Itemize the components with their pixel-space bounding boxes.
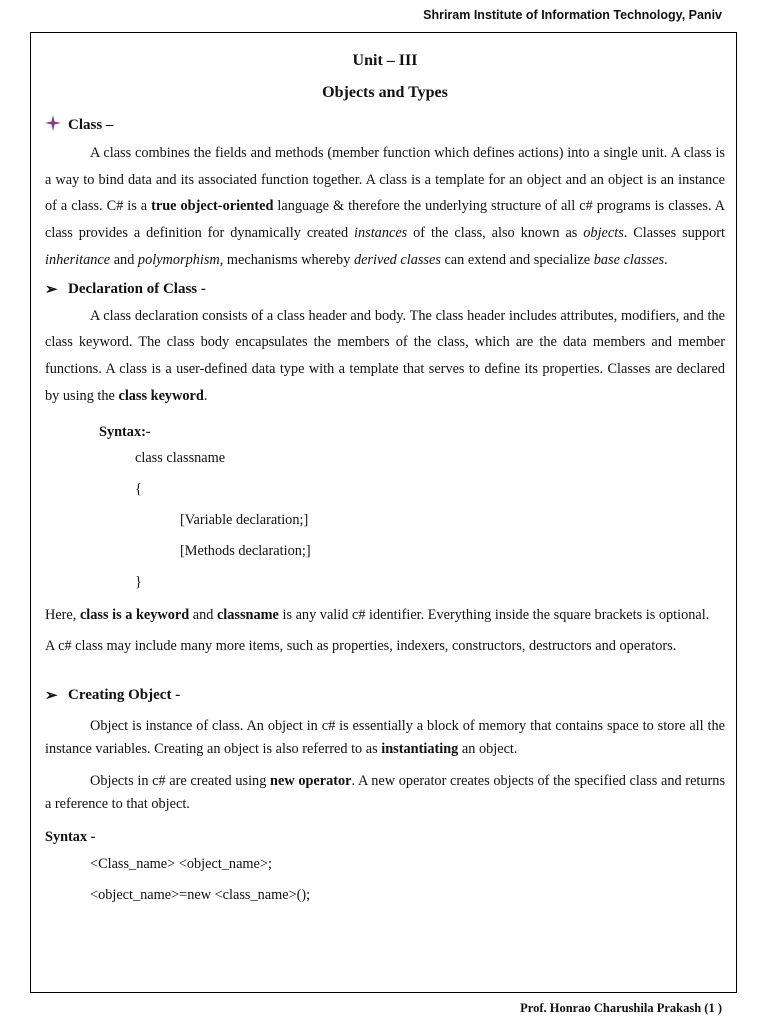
object-paragraph: Object is instance of class. An object in c# is essentially a block of memory that contains space to store all the instance variables. Creating an object is also referred to as instantiating an object. bbox=[45, 717, 725, 758]
code-line: [Methods declaration;] bbox=[180, 543, 311, 560]
class-syntax-code bbox=[45, 443, 725, 598]
author-footer: Prof. Honrao Charushila Prakash (1 ) bbox=[520, 1001, 722, 1015]
institute-header: Shriram Institute of Information Technology, Paniv bbox=[423, 8, 722, 22]
object-syntax-code bbox=[45, 849, 725, 911]
class-heading-text: Class – bbox=[68, 117, 114, 133]
declaration-paragraph: A class declaration consists of a class header and body. The class header includes attributes, modifiers, and the class keyword. The class body encapsulates the members of the class, which are the data members and member functions. A class is a user-defined data type with a template that serves to define its properties. Classes are declared by using the class keyword. bbox=[45, 307, 725, 404]
arrow-bullet-icon: ➢ bbox=[45, 687, 58, 704]
declaration-syntax-label: Syntax:- bbox=[99, 424, 151, 441]
keyword-note: Here, class is a keyword and classname is any valid c# identifier. Everything inside the square brackets is optional. bbox=[45, 607, 710, 624]
code-line: } bbox=[135, 574, 142, 591]
code-line: class classname bbox=[135, 450, 226, 467]
topic-title: Objects and Types bbox=[322, 84, 448, 101]
unit-title: Unit – III bbox=[352, 52, 418, 69]
code-line: [Variable declaration;] bbox=[180, 512, 309, 529]
declaration-heading: ➢ Declaration of Class - bbox=[45, 280, 206, 298]
object-syntax-label: Syntax - bbox=[45, 828, 96, 845]
code-line: <object_name>=new <class_name>(); bbox=[90, 886, 311, 903]
code-line: <Class_name> <object_name>; bbox=[90, 855, 272, 872]
class-paragraph: A class combines the fields and methods (member function which defines actions) into a single unit. A class is a way to bind data and its associated function together. A class is a template for an object and an object is an instance of a class. C# is a true object-oriented language & therefore the underlying structure of all c# programs is classes. A class provides a definition for dynamically created instances of the class, also known as objects. Classes support inheritance and polymorphism, mechanisms whereby derived classes can extend and specialize base classes. bbox=[45, 145, 725, 268]
arrow-bullet-icon: ➢ bbox=[45, 281, 58, 298]
star-bullet-icon bbox=[45, 115, 65, 136]
code-line: { bbox=[135, 481, 142, 498]
creating-object-heading: ➢ Creating Object - bbox=[45, 686, 181, 704]
class-items-note: A c# class may include many more items, such as properties, indexers, constructors, destructors and operators. bbox=[45, 638, 677, 655]
new-operator-paragraph: Objects in c# are created using new operator. A new operator creates objects of the specified class and returns a reference to that object. bbox=[45, 772, 726, 813]
class-heading bbox=[45, 115, 725, 136]
page-content bbox=[45, 45, 725, 911]
